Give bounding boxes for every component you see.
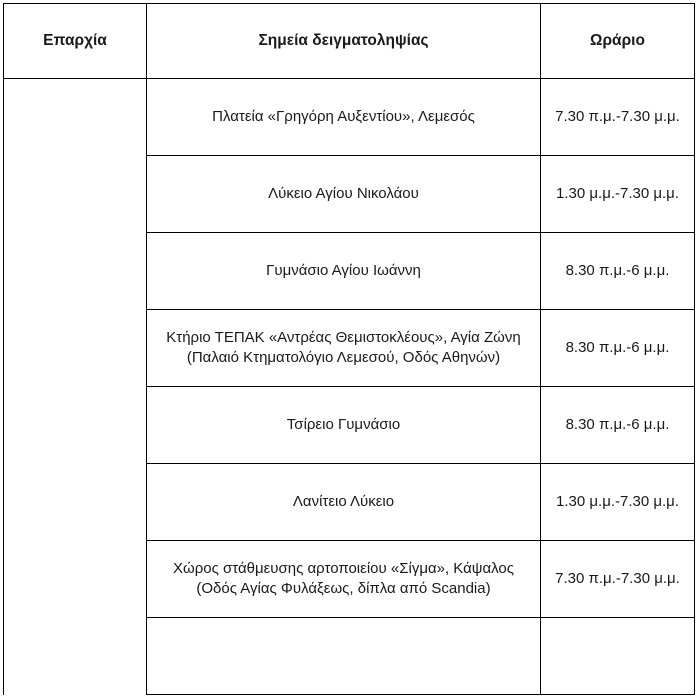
- table-header-row: [4, 4, 695, 79]
- hours-cell: [541, 618, 695, 695]
- sampling-point-cell: Λύκειο Αγίου Νικολάου: [147, 156, 541, 233]
- hours-cell: 1.30 μ.μ.-7.30 μ.μ.: [541, 464, 695, 541]
- hours-cell: 1.30 μ.μ.-7.30 μ.μ.: [541, 156, 695, 233]
- sampling-point-cell: Πλατεία «Γρηγόρη Αυξεντίου», Λεμεσός: [147, 79, 541, 156]
- header-district: Επαρχία: [4, 4, 147, 79]
- sampling-points-table: [3, 3, 695, 695]
- header-hours: Ωράριο: [541, 4, 695, 79]
- hours-cell: 8.30 π.μ.-6 μ.μ.: [541, 233, 695, 310]
- table-row: [4, 79, 695, 156]
- header-sampling-points: Σημεία δειγματοληψίας: [147, 4, 541, 79]
- hours-cell: 7.30 π.μ.-7.30 μ.μ.: [541, 79, 695, 156]
- sampling-point-cell: Γυμνάσιο Αγίου Ιωάννη: [147, 233, 541, 310]
- district-cell: [4, 79, 147, 695]
- sampling-point-cell: Κτήριο ΤΕΠΑΚ «Αντρέας Θεμιστοκλέους», Αγία Ζώνη (Παλαιό Κτηματολόγιο Λεμεσού, Οδός Αθηνών): [147, 310, 541, 387]
- sampling-point-cell: [147, 618, 541, 695]
- hours-cell: 8.30 π.μ.-6 μ.μ.: [541, 387, 695, 464]
- sampling-point-cell: Τσίρειο Γυμνάσιο: [147, 387, 541, 464]
- hours-cell: 7.30 π.μ.-7.30 μ.μ.: [541, 541, 695, 618]
- hours-cell: 8.30 π.μ.-6 μ.μ.: [541, 310, 695, 387]
- sampling-point-cell: Λανίτειο Λύκειο: [147, 464, 541, 541]
- sampling-point-cell: Χώρος στάθμευσης αρτοποιείου «Σίγμα», Κάψαλος (Οδός Αγίας Φυλάξεως, δίπλα από Scandia): [147, 541, 541, 618]
